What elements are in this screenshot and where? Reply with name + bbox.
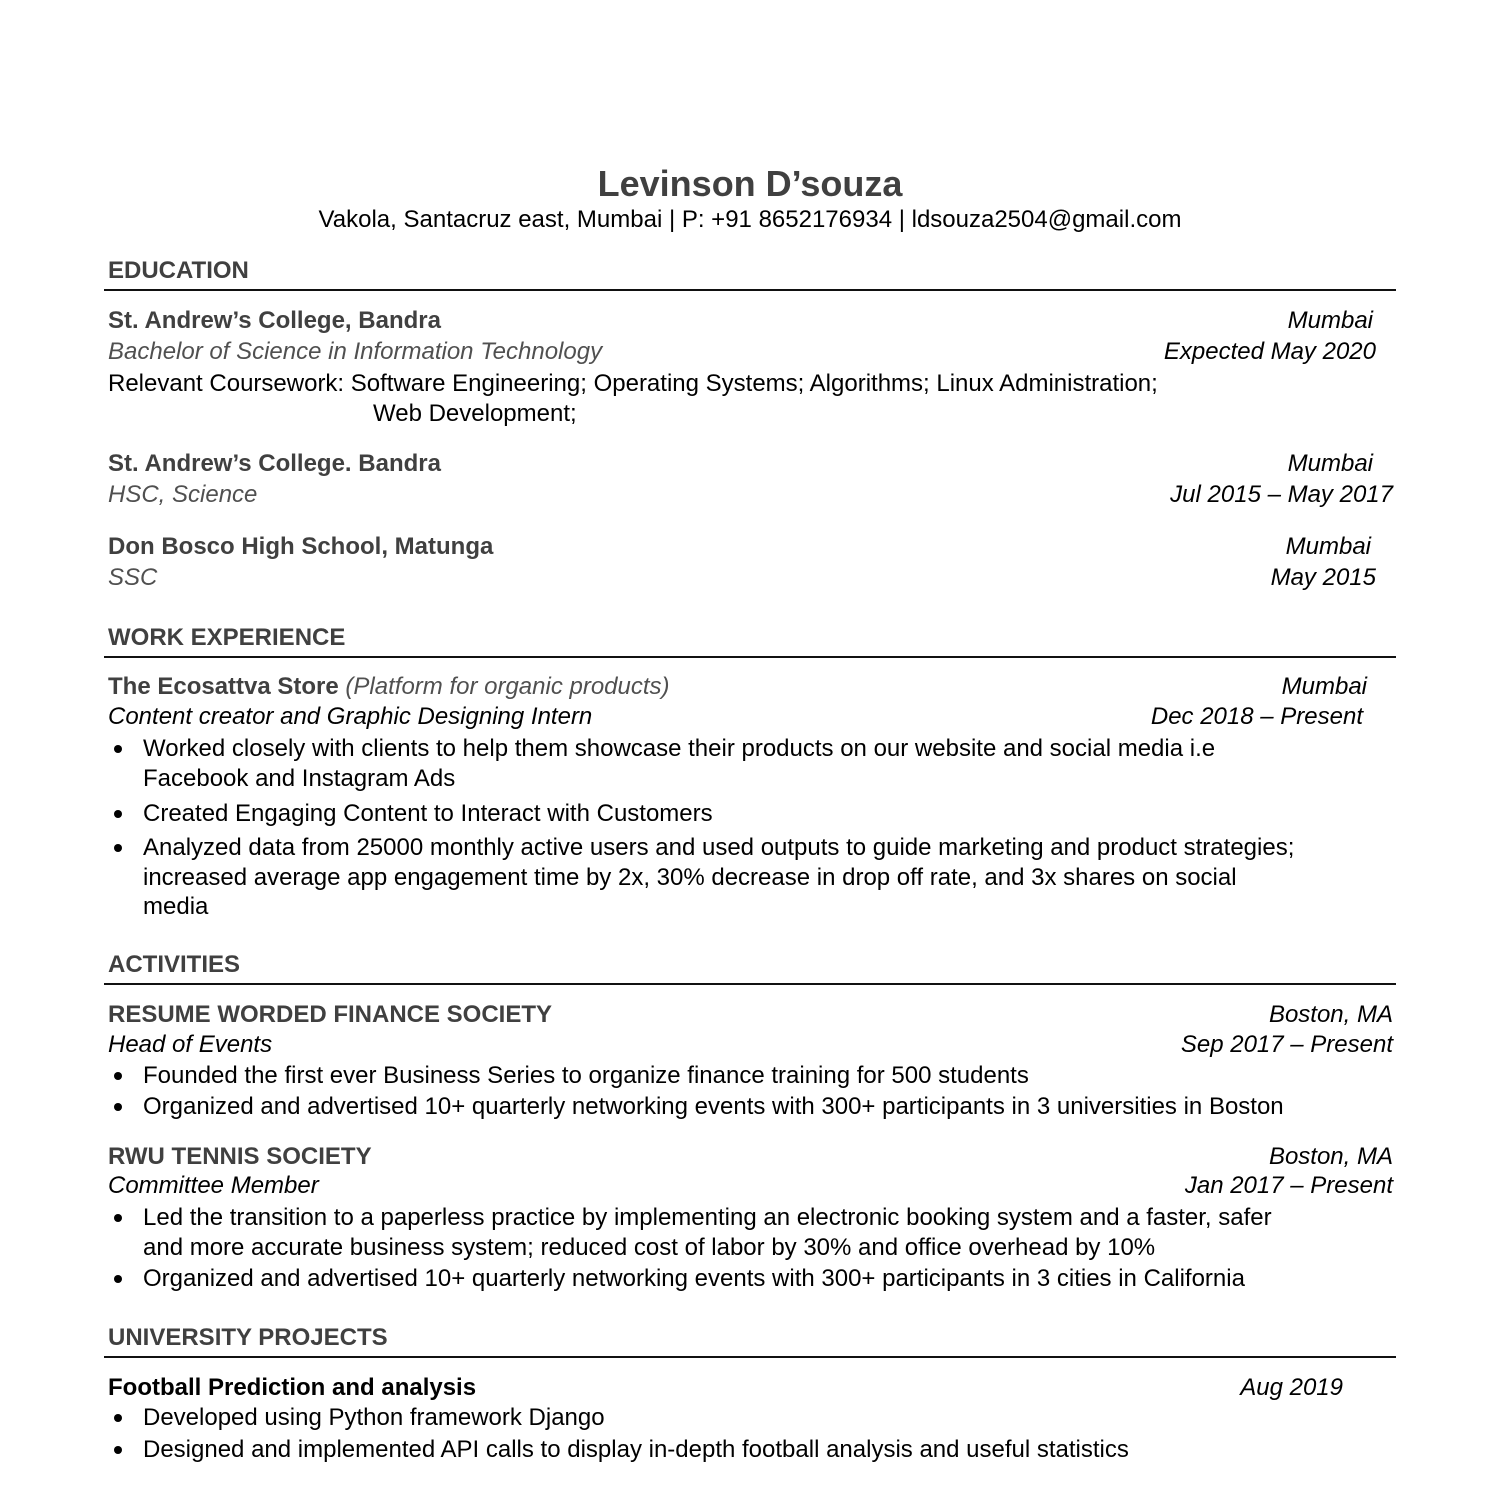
project-name: Football Prediction and analysis xyxy=(108,1374,477,1401)
company-line xyxy=(108,672,670,702)
degree: SSC xyxy=(108,564,158,591)
section-divider xyxy=(104,1356,1396,1358)
school-name: St. Andrew’s College, Bandra xyxy=(108,307,441,334)
activity-date: Sep 2017 – Present xyxy=(1180,1031,1393,1058)
bullet-text: Designed and implemented API calls to display in-depth football analysis and useful statistics xyxy=(143,1436,1129,1463)
school-location: Mumbai xyxy=(1287,307,1373,334)
bullet-text: Created Engaging Content to Interact with Customers xyxy=(143,800,713,827)
section-title-education: EDUCATION xyxy=(108,257,249,284)
bullet-text: Organized and advertised 10+ quarterly networking events with 300+ participants in 3 cities in California xyxy=(143,1265,1245,1292)
school-location: Mumbai xyxy=(1285,533,1371,560)
degree-date: Expected May 2020 xyxy=(1163,338,1376,365)
bullet-icon xyxy=(114,1072,122,1080)
section-divider xyxy=(104,289,1396,291)
coursework-continued: Web Development; xyxy=(373,400,577,427)
bullet-icon xyxy=(114,745,122,753)
candidate-name: Levinson D’souza xyxy=(597,163,903,204)
bullet-text: Founded the first ever Business Series to organize finance training for 500 students xyxy=(143,1062,1029,1089)
activity-role: Committee Member xyxy=(108,1172,319,1199)
contact-info: Vakola, Santacruz east, Mumbai | P: +91 8652176934 | ldsouza2504@gmail.com xyxy=(318,206,1182,233)
activity-role: Head of Events xyxy=(108,1031,273,1058)
bullet-icon xyxy=(114,844,122,852)
activity-date: Jan 2017 – Present xyxy=(1184,1172,1393,1199)
company-location: Mumbai xyxy=(1281,673,1367,700)
bullet-text: media xyxy=(143,893,209,920)
coursework: Relevant Coursework: Software Engineering; Operating Systems; Algorithms; Linux Administration; xyxy=(108,370,1158,397)
section-divider xyxy=(104,983,1396,985)
degree-date: May 2015 xyxy=(1270,564,1376,591)
section-divider xyxy=(104,656,1396,658)
degree: Bachelor of Science in Information Technology xyxy=(108,338,603,365)
section-title-university-projects: UNIVERSITY PROJECTS xyxy=(108,1324,388,1351)
project-date: Aug 2019 xyxy=(1240,1374,1343,1401)
bullet-text: Facebook and Instagram Ads xyxy=(143,765,456,792)
bullet-text: Developed using Python framework Django xyxy=(143,1404,605,1431)
company-name: The Ecosattva Store xyxy=(108,673,339,700)
bullet-icon xyxy=(114,1214,122,1222)
organization-name: RESUME WORDED FINANCE SOCIETY xyxy=(108,1001,553,1028)
bullet-icon xyxy=(114,1275,122,1283)
bullet-icon xyxy=(114,810,122,818)
bullet-text: and more accurate business system; reduced cost of labor by 30% and office overhead by 10% xyxy=(143,1234,1156,1261)
bullet-text: Analyzed data from 25000 monthly active users and used outputs to guide marketing and product strategies; xyxy=(143,834,1295,861)
job-date: Dec 2018 – Present xyxy=(1150,703,1363,730)
school-name: St. Andrew’s College. Bandra xyxy=(108,450,441,477)
bullet-text: Organized and advertised 10+ quarterly networking events with 300+ participants in 3 universities in Boston xyxy=(143,1093,1284,1120)
bullet-icon xyxy=(114,1446,122,1454)
organization-location: Boston, MA xyxy=(1268,1001,1393,1028)
bullet-icon xyxy=(114,1414,122,1422)
bullet-text: Worked closely with clients to help them showcase their products on our website and social media i.e xyxy=(143,735,1216,762)
school-name: Don Bosco High School, Matunga xyxy=(108,533,494,560)
section-title-activities: ACTIVITIES xyxy=(108,951,241,978)
bullet-text: increased average app engagement time by 2x, 30% decrease in drop off rate, and 3x shares on social xyxy=(143,864,1237,891)
organization-location: Boston, MA xyxy=(1268,1143,1393,1170)
company-note: (Platform for organic products) xyxy=(345,673,670,700)
school-location: Mumbai xyxy=(1287,450,1373,477)
section-title-work-experience: WORK EXPERIENCE xyxy=(108,624,346,651)
bullet-icon xyxy=(114,1103,122,1111)
degree-date: Jul 2015 – May 2017 xyxy=(1170,481,1393,508)
organization-name: RWU TENNIS SOCIETY xyxy=(108,1143,372,1170)
job-role: Content creator and Graphic Designing Intern xyxy=(108,703,593,730)
degree: HSC, Science xyxy=(108,481,258,508)
bullet-text: Led the transition to a paperless practice by implementing an electronic booking system and a faster, safer xyxy=(143,1204,1272,1231)
